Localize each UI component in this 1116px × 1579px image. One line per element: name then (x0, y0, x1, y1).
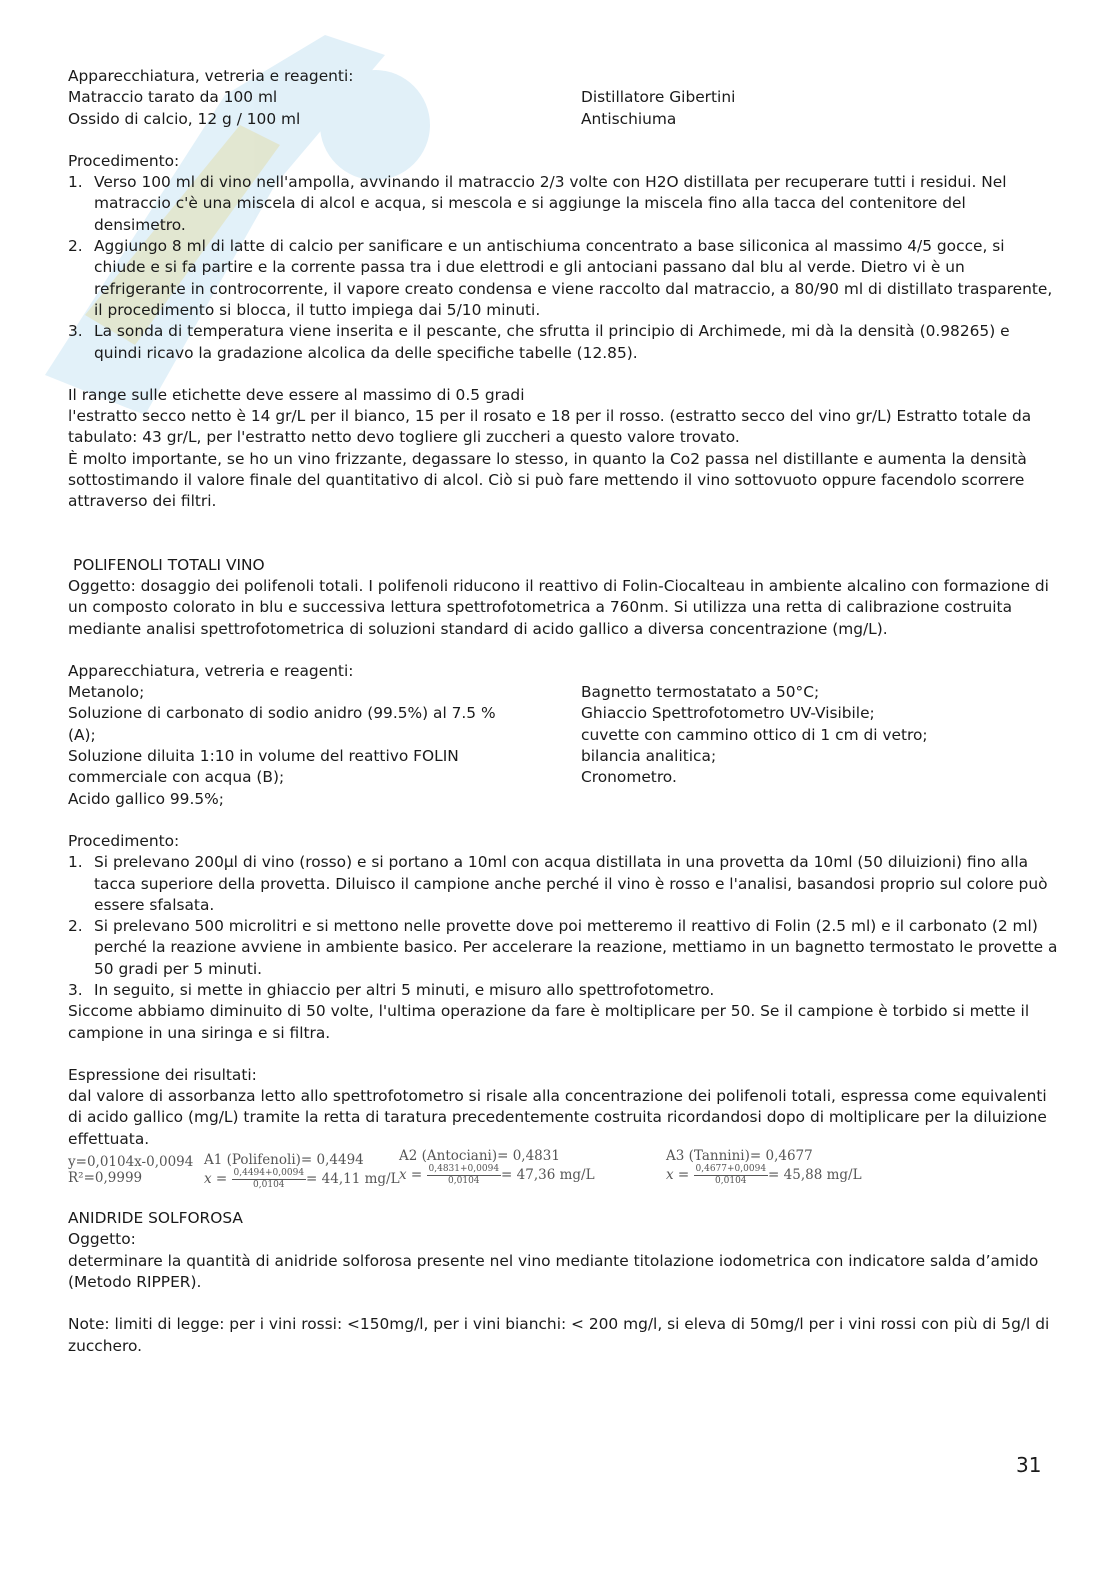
formula-polifenoli: A1 (Polifenoli)= 0,4494 x = $\frac{0,4494+0,0094}{0,0104}$ = 44,11 mg/L (204, 1152, 400, 1191)
procedure-heading: Procedimento: (68, 151, 180, 170)
procedure-step: 1. Si prelevano 200µl di vino (rosso) e si portano a 10ml con acqua distillata in una provetta da 10ml (50 diluizioni) fino alla tacca superiore della provetta. Diluisco il campione anche perché il vino è rosso e l'analisi, basandosi proprio sul colore può essere sfalsata. (68, 853, 1048, 914)
object-paragraph: Oggetto: dosaggio dei polifenoli totali. I polifenoli riducono il reattivo di Folin-Ciocalteau in ambiente alcalino con formazione di un composto colorato in blu e successiva lettura spettrofotometrica a 760nm. Si utilizza una retta di calibrazione costruita mediante analisi spettrofotometrica di soluzioni standard di acido gallico a diversa concentrazione (mg/L). (68, 576, 1049, 638)
equipment-item: bilancia analitica; (581, 747, 717, 766)
object-paragraph: determinare la quantità di anidride solforosa presente nel vino mediante titolazione iodometrica con indicatore salda d’amido (Metodo RIPPER). (68, 1251, 1039, 1291)
equipment-left (68, 87, 581, 130)
paragraph: Il range sulle etichette deve essere al massimo di 0.5 gradi (68, 385, 525, 404)
equipment-item: Bagnetto termostatato a 50°C; (581, 683, 820, 702)
procedure-step: 2. Si prelevano 500 microlitri e si mettono nelle provette dove poi metteremo il reattivo di Folin (2.5 ml) e il carbonato (2 ml) perché la reazione avviene in ambiente basico. Per accelerare la reazione, mettiamo in un bagnetto termostato le provette a 50 gradi per 5 minuti. (68, 917, 1058, 978)
equipment-item: Acido gallico 99.5%; (68, 789, 224, 808)
procedure-step: 1. Verso 100 ml di vino nell'ampolla, avvinando il matraccio 2/3 volte con H2O distillata per recuperare tutti i residui. Nel matraccio c'è una miscela di alcol e acqua, si mescola e si aggiunge la miscela fino alla tacca del contenitore del densimetro. (68, 173, 1007, 234)
equipment-item: Ghiaccio Spettrofotometro UV-Visibile; (581, 704, 875, 723)
procedure-step: 3. La sonda di temperatura viene inserita e il pescante, che sfrutta il principio di Archimede, mi dà la densità (0.98265) e quindi ricavo la gradazione alcolica da delle specifiche tabelle (12.85). (68, 322, 1010, 362)
equipment-heading: Apparecchiatura, vetreria e reagenti: (68, 661, 354, 680)
paragraph: Siccome abbiamo diminuito di 50 volte, l'ultima operazione da fare è moltiplicare per 50. Se il campione è torbido si mette il campione in una siringa e si filtra. (68, 1002, 1030, 1042)
page-number: 31 (1016, 1453, 1042, 1477)
procedure-list (68, 172, 1058, 364)
formula-antociani: A2 (Antociani)= 0,4831 x = $\frac{0,4831+0,0094}{0,0104}$ = 47,36 mg/L (399, 1148, 595, 1187)
equipment-left (68, 682, 518, 810)
paragraph: È molto importante, se ho un vino frizzante, degassare lo stesso, in quanto la Co2 passa nel distillante e aumenta la densità sottostimando il valore finale del quantitativo di alcol. Ciò si può fare mettendo il vino sottovuoto oppure facendolo scorrere attraverso dei filtri. (68, 449, 1027, 511)
results-paragraph: dal valore di assorbanza letto allo spettrofotometro si risale alla concentrazione dei polifenoli totali, espressa come equivalenti di acido gallico (mg/L) tramite la retta di taratura precedentemente costruita ricordandosi dopo di moltiplicare per la diluizione effettuata. (68, 1087, 1047, 1148)
calibration-equation: y=0,0104x-0,0094 R²=0,9999 (68, 1154, 194, 1187)
section-title-anidride: ANIDRIDE SOLFOROSA (68, 1209, 243, 1228)
equipment-columns (68, 87, 1058, 130)
formula-tannini: A3 (Tannini)= 0,4677 x = $\frac{0,4677+0,0094}{0,0104}$ = 45,88 mg/L (666, 1148, 862, 1187)
paragraph: l'estratto secco netto è 14 gr/L per il bianco, 15 per il rosato e 18 per il rosso. (estratto secco del vino gr/L) Estratto totale da tabulato: 43 gr/L, per l'estratto netto devo togliere gli zuccheri a questo valore trovato. (68, 407, 1032, 447)
equipment-item: Distillatore Gibertini (581, 88, 736, 107)
formula-image (68, 1148, 1058, 1208)
equipment-columns (68, 682, 1058, 810)
equipment-item: Matraccio tarato da 100 ml (68, 88, 278, 107)
equipment-item: Soluzione diluita 1:10 in volume del reattivo FOLIN commerciale con acqua (B); (68, 747, 459, 787)
results-heading: Espressione dei risultati: (68, 1065, 257, 1084)
equipment-right (581, 682, 1058, 810)
procedure-step: 3. In seguito, si mette in ghiaccio per altri 5 minuti, e misuro allo spettrofotometro. (68, 980, 715, 999)
equipment-item: Antischiuma (581, 109, 677, 128)
equipment-right (581, 87, 1058, 130)
procedure-list (68, 852, 1058, 1001)
object-label: Oggetto: (68, 1230, 136, 1249)
procedure-step: 2. Aggiungo 8 ml di latte di calcio per sanificare e un antischiuma concentrato a base siliconica al massimo 4/5 gocce, si chiude e si fa partire e la corrente passa tra i due elettrodi e gli antociani passano dal blu al verde. Dietro vi è un refrigerante in controcorrente, il vapore creato condensa e viene raccolto dal matraccio, a 80/90 ml di distillato trasparente, il procedimento si blocca, il tutto impiega dai 5/10 minuti. (68, 237, 1053, 319)
equipment-heading: Apparecchiatura, vetreria e reagenti: (68, 67, 354, 85)
equipment-item: Ossido di calcio, 12 g / 100 ml (68, 109, 301, 128)
note-paragraph: Note: limiti di legge: per i vini rossi: <150mg/l, per i vini bianchi: < 200 mg/l, si eleva di 50mg/l per i vini rossi con più di 5g/l di zucchero. (68, 1315, 1050, 1355)
equipment-item: Metanolo; (68, 683, 145, 702)
equipment-item: cuvette con cammino ottico di 1 cm di vetro; (581, 725, 928, 744)
page-content (68, 66, 1058, 1357)
equipment-item: Soluzione di carbonato di sodio anidro (99.5%) al 7.5 % (A); (68, 704, 496, 744)
procedure-heading: Procedimento: (68, 831, 180, 850)
equipment-item: Cronometro. (581, 768, 677, 787)
section-title-polifenoli: POLIFENOLI TOTALI VINO (73, 555, 265, 574)
